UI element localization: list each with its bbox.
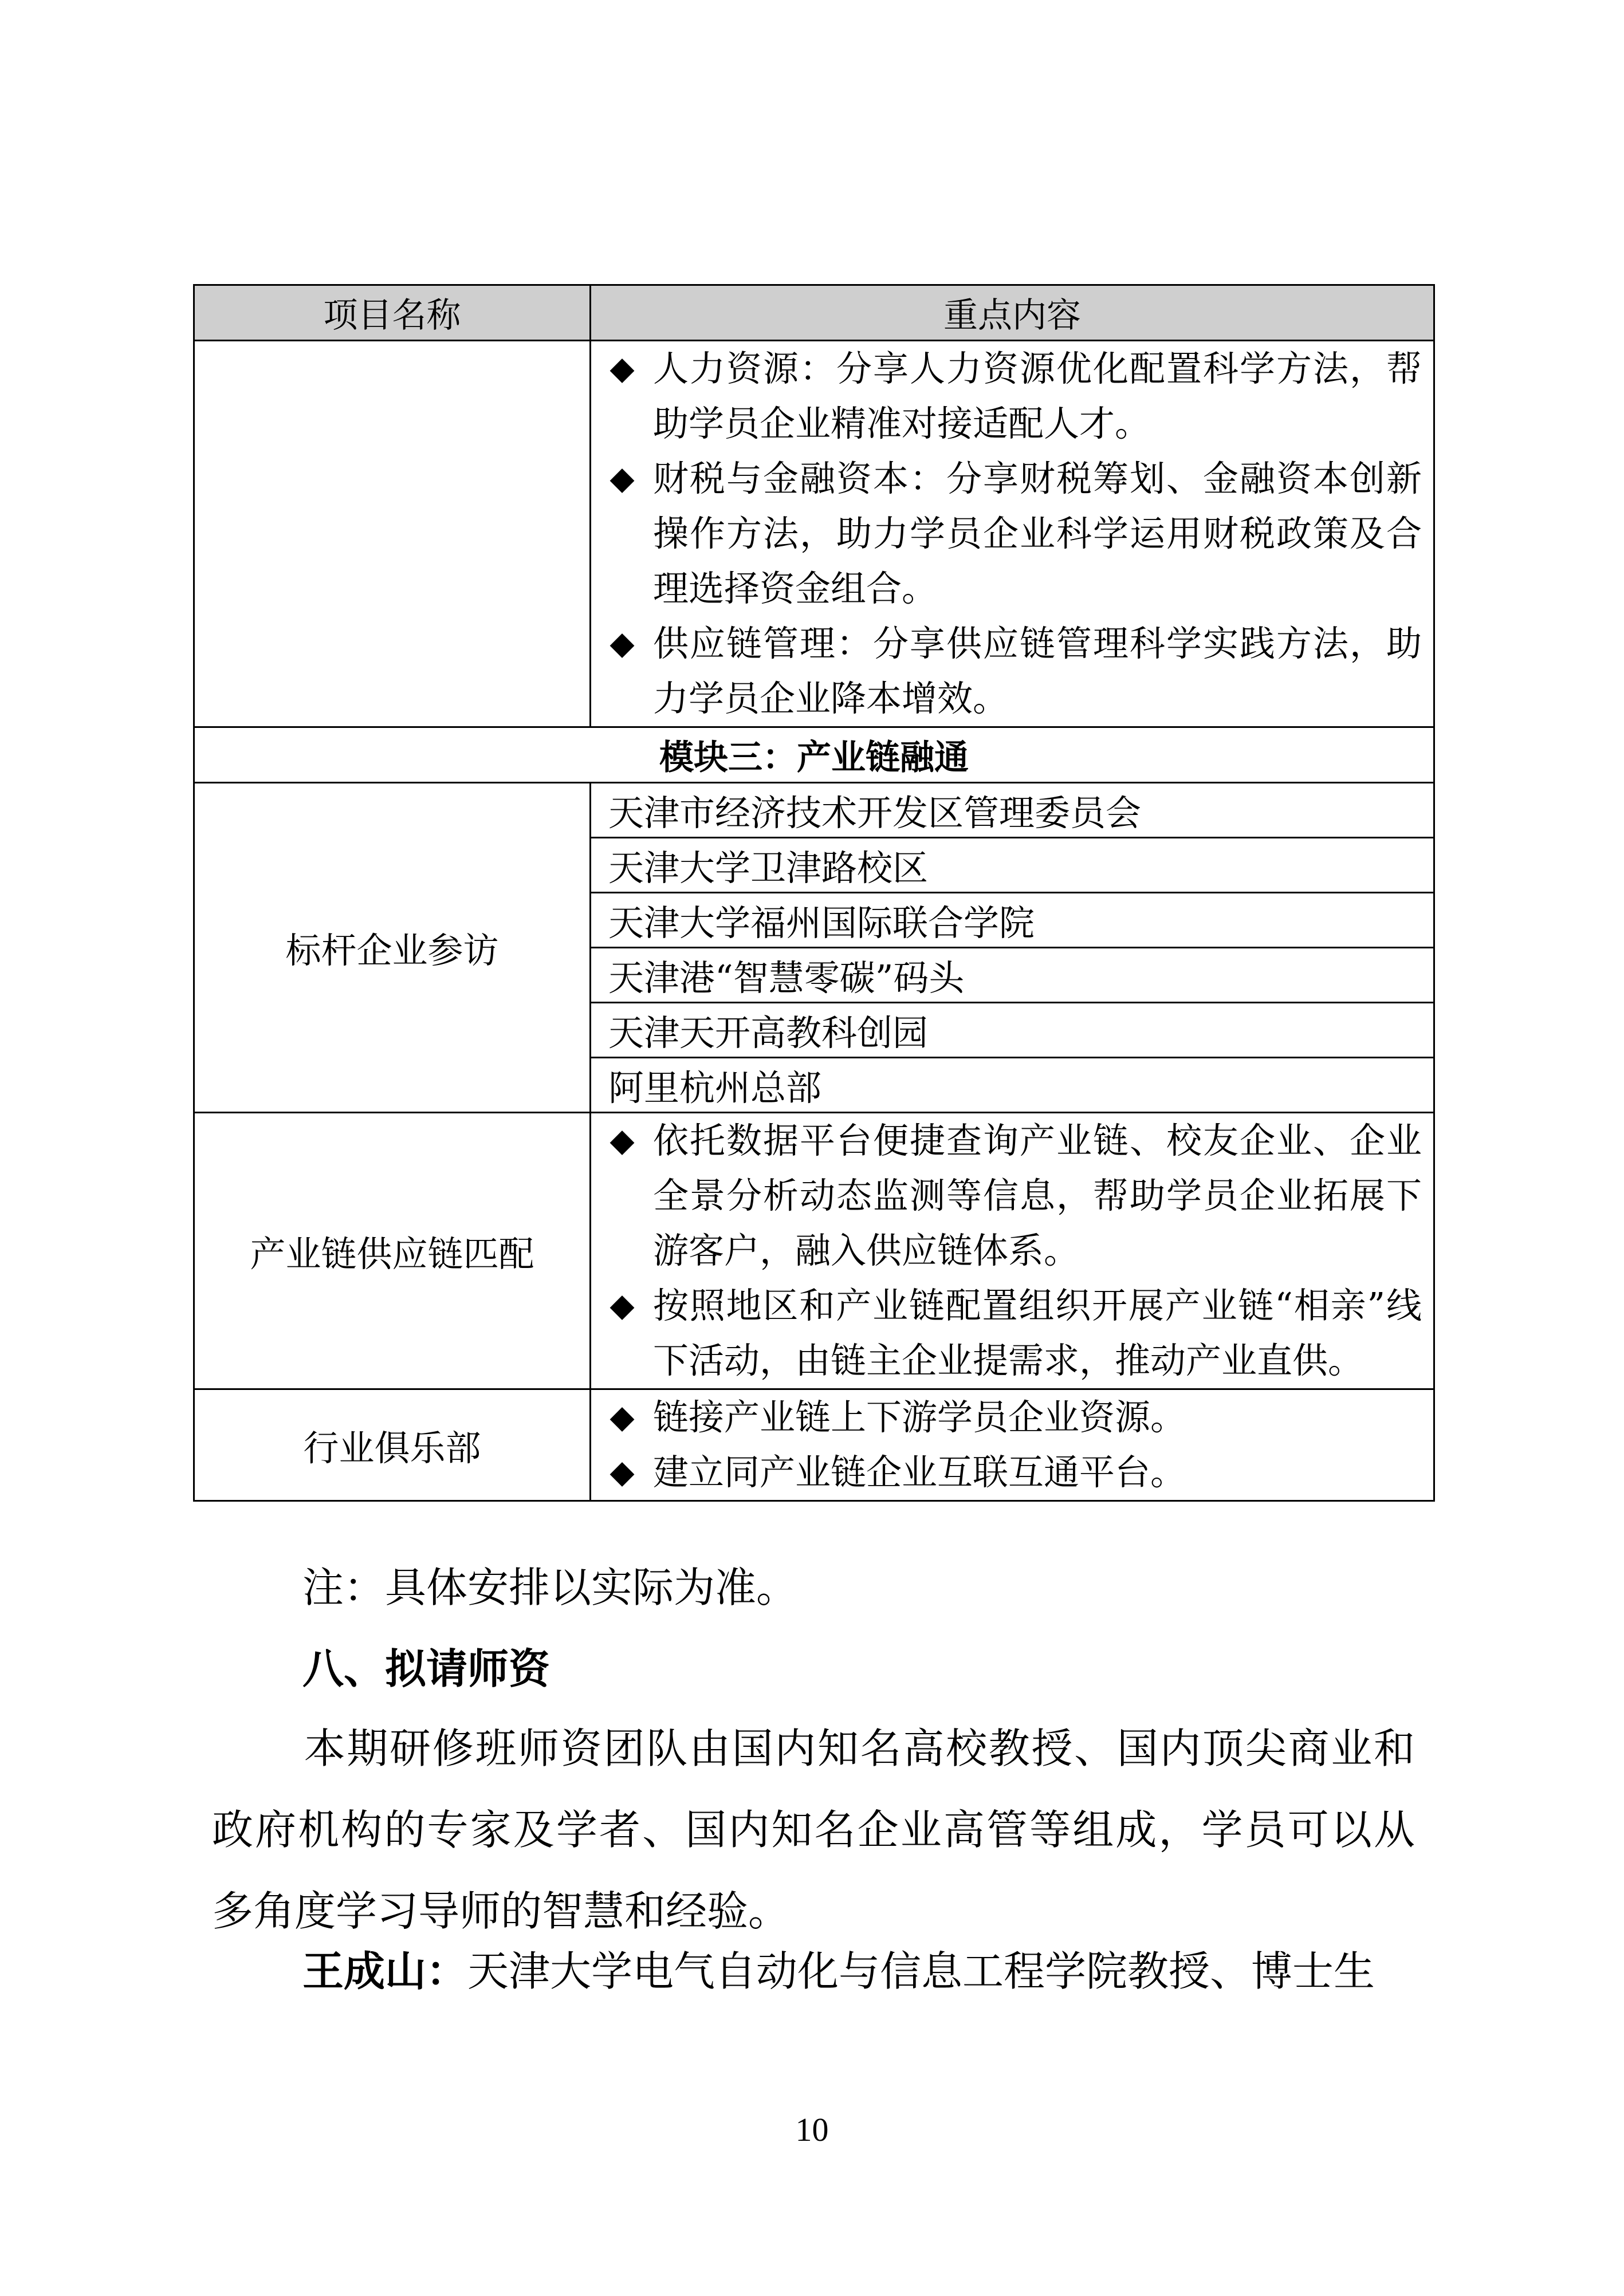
teacher-description: 天津大学电气自动化与信息工程学院教授、博士生 bbox=[467, 1947, 1375, 1995]
row-label-benchmark-visits: 标杆企业参访 bbox=[194, 783, 591, 1113]
page-number: 10 bbox=[795, 2111, 829, 2148]
section-heading: 八、拟请师资 bbox=[302, 1645, 550, 1693]
visit-item: 天津大学福州国际联合学院 bbox=[591, 893, 1434, 948]
supply-chain-content-cell bbox=[591, 1113, 1434, 1389]
diamond-bullet-icon: ◆ bbox=[610, 350, 635, 387]
diamond-bullet-icon: ◆ bbox=[610, 625, 635, 662]
note-text: 注：具体安排以实际为准。 bbox=[302, 1564, 798, 1612]
paragraph-line: 政府机构的专家及学者、国内知名企业高管等组成，学员可以从 bbox=[212, 1806, 1415, 1854]
bullet-item: ◆ 按照地区和产业链配置组织开展产业链“相亲”线下活动，由链主企业提需求，推动产业直供。 bbox=[591, 1278, 1433, 1388]
bullet-item: ◆ 供应链管理：分享供应链管理科学实践方法，助力学员企业降本增效。 bbox=[591, 616, 1433, 726]
intro-paragraph bbox=[212, 1708, 1415, 1952]
diamond-bullet-icon: ◆ bbox=[610, 1454, 635, 1491]
empty-name-cell bbox=[194, 341, 591, 727]
visit-item: 天津天开高教科创园 bbox=[591, 1003, 1434, 1058]
paragraph-line: 本期研修班师资团队由国内知名高校教授、国内顶尖商业和 bbox=[302, 1724, 1415, 1773]
paragraph-line: 多角度学习导师的智慧和经验。 bbox=[212, 1887, 790, 1935]
visit-item: 阿里杭州总部 bbox=[591, 1058, 1434, 1113]
visit-item: 天津大学卫津路校区 bbox=[591, 838, 1434, 893]
continued-content-cell bbox=[591, 341, 1434, 727]
teacher-entry bbox=[302, 1937, 1375, 2006]
header-project-name: 项目名称 bbox=[194, 285, 591, 341]
diamond-bullet-icon: ◆ bbox=[610, 1399, 635, 1436]
bullet-item: ◆ 链接产业链上下游学员企业资源。 bbox=[591, 1390, 1433, 1445]
bullet-item: ◆ 建立同产业链企业互联互通平台。 bbox=[591, 1445, 1433, 1500]
module-title: 模块三：产业链融通 bbox=[194, 727, 1434, 783]
visit-item: 天津市经济技术开发区管理委员会 bbox=[591, 783, 1434, 838]
diamond-bullet-icon: ◆ bbox=[610, 1122, 635, 1159]
industry-club-content-cell bbox=[591, 1389, 1434, 1501]
bullet-item: ◆ 依托数据平台便捷查询产业链、校友企业、企业全景分析动态监测等信息，帮助学员企业拓展下游客户，融入供应链体系。 bbox=[591, 1113, 1433, 1278]
program-table bbox=[193, 284, 1435, 1502]
diamond-bullet-icon: ◆ bbox=[610, 460, 635, 497]
bullet-item: ◆ 人力资源：分享人力资源优化配置科学方法，帮助学员企业精准对接适配人才。 bbox=[591, 341, 1433, 451]
row-label-industry-club: 行业俱乐部 bbox=[194, 1389, 591, 1501]
teacher-name: 王成山： bbox=[302, 1947, 468, 1995]
bullet-item: ◆ 财税与金融资本：分享财税筹划、金融资本创新操作方法，助力学员企业科学运用财税政策及合理选择资金组合。 bbox=[591, 451, 1433, 616]
visit-item: 天津港“智慧零碳”码头 bbox=[591, 948, 1434, 1003]
diamond-bullet-icon: ◆ bbox=[610, 1287, 635, 1324]
row-label-supply-chain-matching: 产业链供应链匹配 bbox=[194, 1113, 591, 1389]
header-key-content: 重点内容 bbox=[591, 285, 1434, 341]
